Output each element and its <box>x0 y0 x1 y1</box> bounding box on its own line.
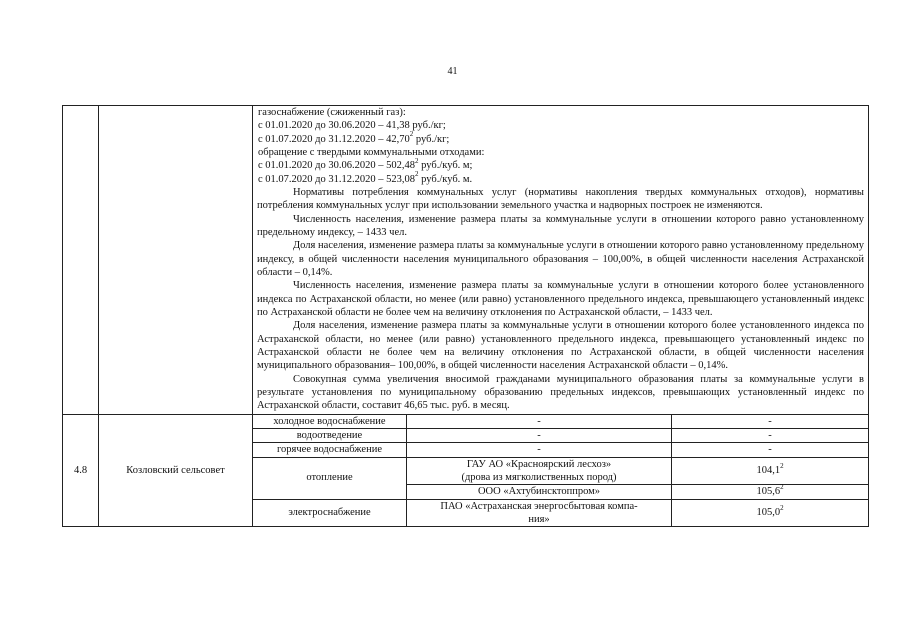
continuation-text-cell <box>253 106 869 415</box>
index-value: - <box>672 428 869 442</box>
continuation-name-cell <box>99 106 253 415</box>
service-row <box>63 414 869 428</box>
heating-provider-1-line1: ГАУ АО «Красноярский лесхоз» <box>466 458 612 470</box>
continuation-number-cell <box>63 106 99 415</box>
electric-index: 105,0$^2$ <box>672 499 869 527</box>
paragraph-population-equal: Численность населения, изменение размера платы за коммунальные услуги в отношении которого равно установленному предельному индексу, – 1433 чел. <box>257 213 864 238</box>
paragraph-population-above: Численность населения, изменение размера платы за коммунальные услуги в отношении которого более установленного индекса по Астраханской области, но менее (или равно) установленного предельного индекса, превышающего установленный индекс по Астраханской области не более чем на величину отклонения по Астраханской области, – 1433 чел. <box>257 280 864 318</box>
provider-cell: - <box>407 443 672 457</box>
index-value: - <box>672 443 869 457</box>
tariff-table <box>62 105 869 527</box>
text-line: с 01.01.2020 до 30.06.2020 – 502,48$^2$ руб./куб. м; <box>258 156 473 172</box>
municipality-name: Козловский сельсовет <box>99 414 253 527</box>
heating-label: отопление <box>253 457 407 499</box>
service-label: горячее водоснабжение <box>253 443 407 457</box>
index-value: - <box>672 414 869 428</box>
text-line: газоснабжение (сжиженный газ): <box>258 107 406 118</box>
text-line: с 01.07.2020 до 31.12.2020 – 42,70$^2$ руб./кг; <box>258 130 450 145</box>
paragraph-norms: Нормативы потребления коммунальных услуг (нормативы накопления твердых коммунальных отходов), нормативы потребления коммунальных услуг при использовании земельного участка и надворных построек не изменяются. <box>257 186 864 212</box>
electric-label: электроснабжение <box>253 499 407 527</box>
text-line: обращение с твердыми коммунальными отходами: <box>258 146 485 158</box>
heating-provider-2: ООО «Ахтубинсктоппром» <box>407 485 672 499</box>
page-number: 41 <box>447 66 458 77</box>
electric-provider <box>407 499 672 527</box>
service-label: холодное водоснабжение <box>253 414 407 428</box>
heating-index-2: 105,6$^2$ <box>672 485 869 499</box>
paragraph-share-above: Доля населения, изменение размера платы за коммунальные услуги в отношении которого более установленного индекса по Астраханской области, но менее (или равно) установленного предельного индекса, превышающего установленный индекс по Астраханской области не более чем на величину отклонения по Астраханской области, в общей численности населения муниципального образования– 100,00%, в общей численности населения Астраханской области – 0,14%. <box>257 320 864 372</box>
continuation-row <box>63 106 869 415</box>
text-line: с 01.07.2020 до 31.12.2020 – 523,08$^2$ руб./куб. м. <box>258 170 473 185</box>
paragraph-share-equal: Доля населения, изменение размера платы за коммунальные услуги в отношении которого равно установленному предельному индексу, в общей численности населения муниципального образования – 100,00%, в общей численности населения Астраханской области – 0,14%. <box>257 240 864 278</box>
row-number: 4.8 <box>63 414 99 527</box>
provider-cell: - <box>407 414 672 428</box>
paragraph-total-sum: Совокупная сумма увеличения вносимой гражданами муниципального образования платы за коммунальные услуги в результате установления по муниципальному образованию предельных индексов, превышающих установленный индекс по Астраханской области, составит 46,65 тыс. руб. в месяц. <box>257 373 864 412</box>
text-line: с 01.01.2020 до 30.06.2020 – 41,38 руб./кг; <box>258 120 446 132</box>
heating-index-1: 104,1$^2$ <box>672 457 869 485</box>
heating-provider-1 <box>407 457 672 485</box>
electric-provider-line1: ПАО «Астраханская энергосбытовая компа- <box>440 500 638 512</box>
provider-cell: - <box>407 428 672 442</box>
electric-provider-line2: ния» <box>528 513 550 525</box>
service-label: водоотведение <box>253 428 407 442</box>
heating-provider-1-line2: (дрова из мягколиственных пород) <box>461 471 617 483</box>
